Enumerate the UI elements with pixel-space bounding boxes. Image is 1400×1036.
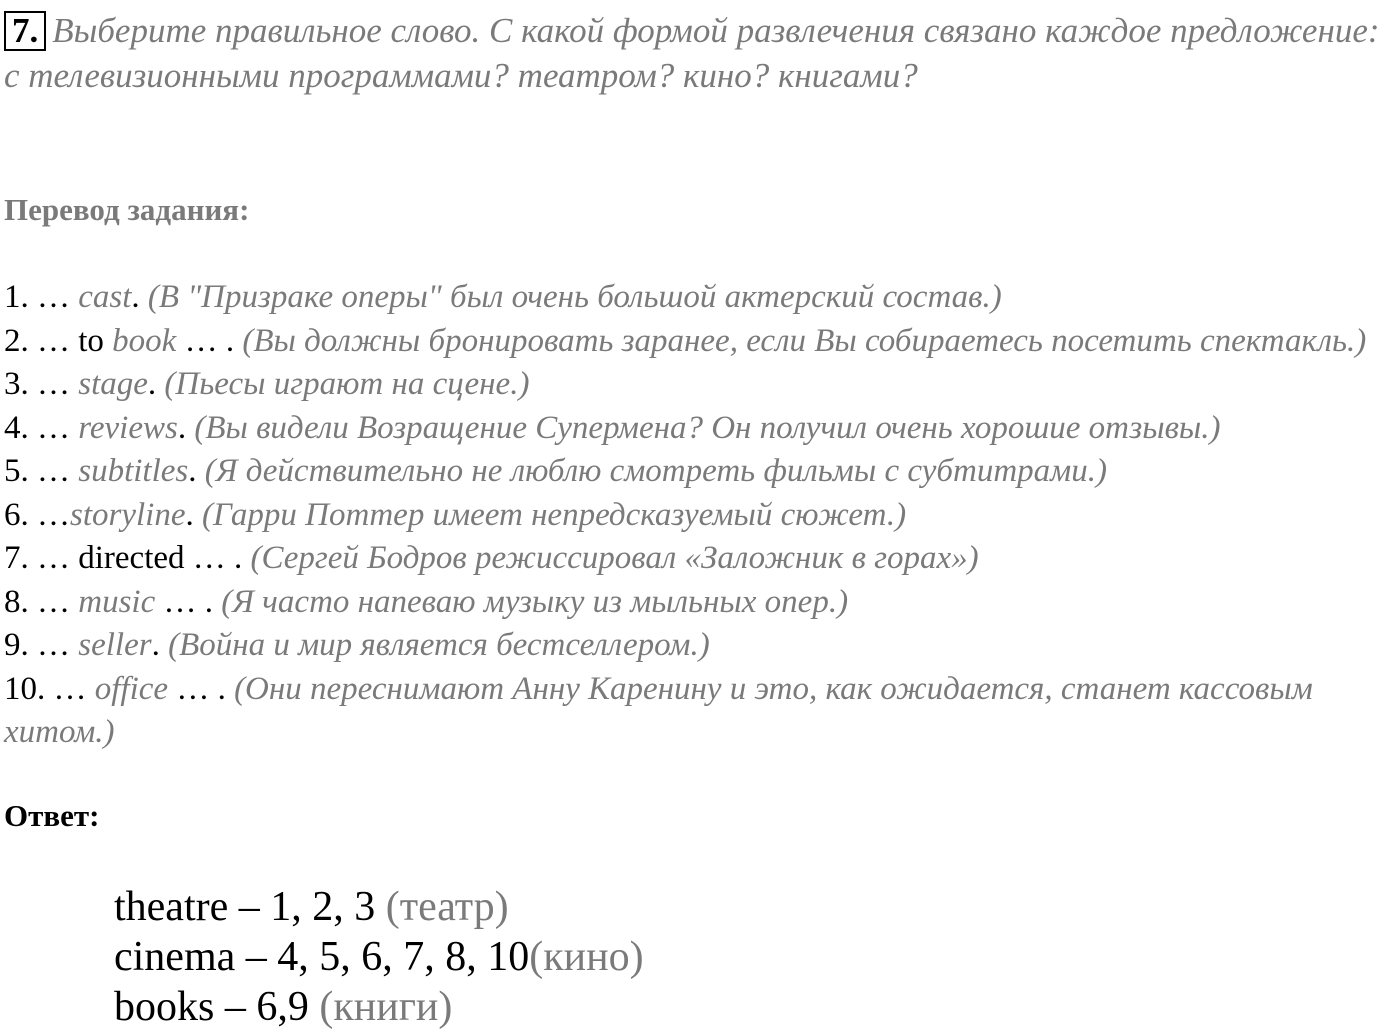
item-ending: . <box>131 279 148 315</box>
list-item <box>4 363 1398 407</box>
list-item <box>4 624 1398 668</box>
answer-list <box>114 882 644 1032</box>
task-instruction-text: Выберите правильное слово. С какой формой развлечения связано каждое предложение: с телевизионными программами? театром? кино? книгами? <box>4 11 1380 95</box>
task-number: 7. <box>4 11 46 51</box>
answer-line <box>114 882 644 932</box>
answer-main: books – 6,9 <box>114 984 320 1030</box>
item-number: 8. … <box>4 583 70 620</box>
item-translation: (Я часто напеваю музыку из мыльных опер.) <box>221 583 849 620</box>
item-number: 5. … <box>4 453 70 489</box>
item-translation: (Сергей Бодров режиссировал «Заложник в горах») <box>250 540 979 576</box>
task-instruction <box>4 8 1394 98</box>
item-number: 1. … <box>4 279 70 315</box>
answer-main: cinema – 4, 5, 6, 7, 8, 10 <box>114 934 530 980</box>
list-item <box>4 450 1398 494</box>
item-number: 2. … <box>4 322 70 359</box>
item-number: 10. … <box>4 670 87 707</box>
item-translation: (Они переснимают Анну Каренину и это, как ожидается, станет кассовым хитом.) <box>4 670 1313 750</box>
item-translation: (Я действительно не люблю смотреть фильмы с субтитрами.) <box>204 453 1107 489</box>
item-ending: … . <box>176 322 243 359</box>
item-number: 4. … <box>4 409 70 446</box>
item-english-word: stage <box>70 366 148 402</box>
item-english-word: reviews <box>70 409 178 446</box>
item-ending: … . <box>184 540 251 576</box>
item-english-word: seller <box>70 627 152 663</box>
item-translation: (Пьесы играют на сцене.) <box>164 366 530 402</box>
item-ending: … . <box>155 583 222 620</box>
answer-line <box>114 982 644 1032</box>
list-item <box>4 494 1398 538</box>
answer-heading: Ответ: <box>4 798 100 833</box>
item-translation: (Война и мир является бестселлером.) <box>168 627 710 663</box>
answer-translation: (книги) <box>319 984 453 1030</box>
item-number: 7. … <box>4 540 70 576</box>
item-translation: (Гарри Поттер имеет непредсказуемый сюжет.) <box>201 496 907 533</box>
answer-line <box>114 932 644 982</box>
answer-translation: (кино) <box>529 934 644 980</box>
list-item <box>4 276 1398 320</box>
answer-translation: (театр) <box>385 884 509 930</box>
item-english-word: office <box>86 670 169 707</box>
translation-list <box>4 276 1398 755</box>
item-english-word: storyline <box>70 496 186 533</box>
item-ending: . <box>151 627 169 663</box>
item-ending: . <box>188 453 205 489</box>
item-number: 9. … <box>4 627 70 663</box>
item-english-word: cast <box>70 279 132 315</box>
item-english-word: music <box>70 583 156 620</box>
item-english-plain: to <box>70 322 113 359</box>
item-number: 6. … <box>4 496 70 533</box>
list-item <box>4 320 1398 364</box>
item-translation: (В "Призраке оперы" был очень большой актерский состав.) <box>147 279 1002 315</box>
item-translation: (Вы должны бронировать заранее, если Вы собираетесь посетить спектакль.) <box>242 322 1367 359</box>
item-ending: . <box>185 496 202 533</box>
list-item <box>4 581 1398 625</box>
item-ending: . <box>177 409 195 446</box>
item-ending: . <box>147 366 165 402</box>
list-item <box>4 407 1398 451</box>
item-english-word: book <box>112 322 177 359</box>
list-item <box>4 668 1398 755</box>
translation-heading: Перевод задания: <box>4 192 250 227</box>
item-english-plain: directed <box>70 540 185 576</box>
list-item <box>4 537 1398 581</box>
item-translation: (Вы видели Возращение Супермена? Он получил очень хорошие отзывы.) <box>194 409 1221 446</box>
item-ending: … . <box>168 670 235 707</box>
item-english-word: subtitles <box>70 453 189 489</box>
item-number: 3. … <box>4 366 70 402</box>
answer-main: theatre – 1, 2, 3 <box>114 884 386 930</box>
